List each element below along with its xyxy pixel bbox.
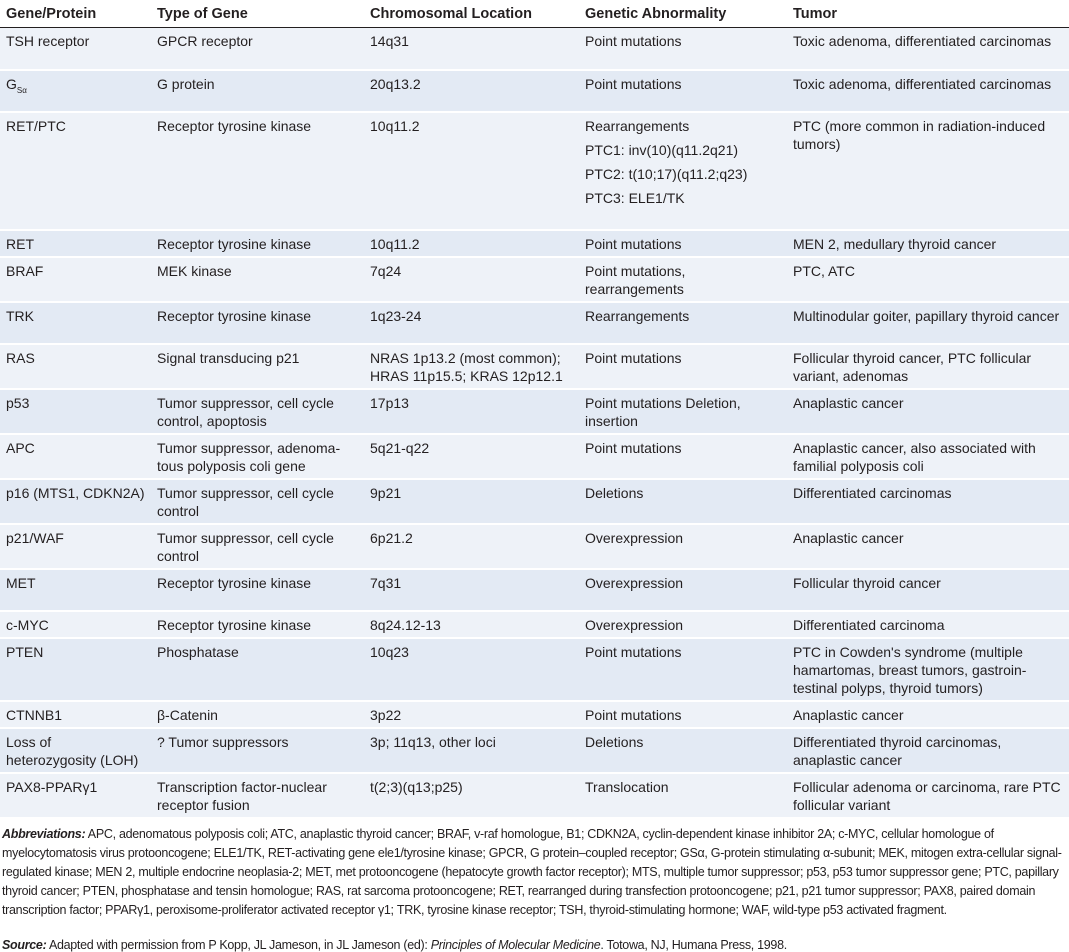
- cell-gene: [0, 344, 151, 389]
- cell-abnormality-text: Overexpression: [585, 529, 684, 546]
- cell-abnormality: [579, 344, 787, 389]
- cell-tumor-text: Follicular thyroid cancer: [793, 574, 941, 591]
- cell-type-text: ? Tumor suppressors: [157, 733, 289, 750]
- cell-location-text: NRAS 1p13.2 (most common); HRAS 11p15.5; KRAS 12p12.1: [370, 349, 563, 384]
- rearrangement-subtype: PTC1: inv(10)(q11.2q21): [585, 141, 739, 158]
- cell-location: [364, 701, 579, 728]
- cell-gene: [0, 701, 151, 728]
- cell-location-text: 10q23: [370, 643, 409, 660]
- cell-abnormality-text: Point mutations: [585, 643, 682, 660]
- cell-tumor-text: Anaplastic cancer, also associated with familial polyposis coli: [793, 439, 1036, 474]
- source-label: Source:: [2, 937, 47, 952]
- table-row: [0, 112, 1069, 230]
- table-row: [0, 524, 1069, 569]
- cell-type: [151, 479, 364, 524]
- cell-tumor: [787, 70, 1069, 112]
- cell-tumor-text: MEN 2, medullary thyroid cancer: [793, 235, 997, 252]
- table-row: [0, 569, 1069, 611]
- cell-location: [364, 569, 579, 611]
- cell-location: [364, 479, 579, 524]
- cell-abnormality: [579, 230, 787, 257]
- cell-type-text: Receptor tyrosine kinase: [157, 117, 312, 134]
- cell-type-text: Receptor tyrosine kinase: [157, 616, 312, 633]
- cell-type-text: Tumor suppressor, cell cycle control: [157, 484, 334, 519]
- cell-type-text: Transcription factor-nuclear receptor fusion: [157, 778, 327, 813]
- cell-abnormality: [579, 638, 787, 701]
- cell-abnormality: [579, 701, 787, 728]
- cell-gene-text: PAX8-PPARγ1: [6, 778, 98, 795]
- cell-location-text: t(2;3)(q13;p25): [370, 778, 463, 795]
- cell-type-text: Receptor tyrosine kinase: [157, 307, 312, 324]
- cell-type-text: G protein: [157, 75, 215, 92]
- cell-abnormality-text: Rearrangements: [585, 117, 690, 134]
- cell-tumor-text: Follicular adenoma or carcinoma, rare PTC follicular variant: [793, 778, 1061, 813]
- cell-abnormality-text: Point mutations: [585, 439, 682, 456]
- cell-gene: [0, 569, 151, 611]
- cell-location: [364, 638, 579, 701]
- table-row: [0, 389, 1069, 434]
- cell-tumor-text: Differentiated thyroid carcinomas, anaplastic cancer: [793, 733, 1002, 768]
- source-note: [0, 920, 1069, 952]
- cell-type-text: Signal transducing p21: [157, 349, 300, 366]
- cell-location: [364, 70, 579, 112]
- cell-type-text: MEK kinase: [157, 262, 232, 279]
- cell-abnormality-text: Point mutations Deletion, insertion: [585, 394, 741, 429]
- cell-location: [364, 302, 579, 344]
- rearrangement-subtype: PTC2: t(10;17)(q11.2;q23): [585, 165, 748, 182]
- cell-gene-text: G: [6, 75, 17, 92]
- cell-type-text: β-Catenin: [157, 706, 218, 723]
- cell-abnormality: [579, 434, 787, 479]
- table-row: [0, 773, 1069, 817]
- table-row: [0, 302, 1069, 344]
- table-row: [0, 728, 1069, 773]
- cell-location: [364, 434, 579, 479]
- rearrangement-subtype: PTC3: ELE1/TK: [585, 189, 685, 206]
- cell-tumor-text: Differentiated carcinomas: [793, 484, 952, 501]
- cell-tumor: [787, 638, 1069, 701]
- gene-subscript: Sα: [16, 85, 27, 95]
- cell-type-text: Receptor tyrosine kinase: [157, 235, 312, 252]
- cell-tumor: [787, 773, 1069, 817]
- cell-gene: [0, 773, 151, 817]
- header-location: Chromosomal Location: [364, 0, 579, 28]
- cell-gene: [0, 230, 151, 257]
- cell-location-text: 6p21.2: [370, 529, 413, 546]
- cell-abnormality: [579, 257, 787, 302]
- cell-location: [364, 389, 579, 434]
- cell-gene: [0, 728, 151, 773]
- cell-gene: [0, 434, 151, 479]
- cell-location-text: 1q23-24: [370, 307, 422, 324]
- cell-location: [364, 728, 579, 773]
- cell-abnormality: [579, 302, 787, 344]
- cell-type: [151, 569, 364, 611]
- cell-tumor-text: Follicular thyroid cancer, PTC follicular variant, adenomas: [793, 349, 1032, 384]
- cell-gene-text: APC: [6, 439, 35, 456]
- cell-location: [364, 773, 579, 817]
- cell-abnormality-text: Point mutations: [585, 349, 682, 366]
- cell-location: [364, 28, 579, 70]
- cell-abnormality: [579, 112, 787, 230]
- cell-tumor: [787, 389, 1069, 434]
- cell-abnormality-text: Translocation: [585, 778, 669, 795]
- cell-location-text: 10q11.2: [370, 235, 420, 252]
- cell-tumor: [787, 112, 1069, 230]
- cell-abnormality-text: Point mutations: [585, 235, 682, 252]
- cell-type: [151, 389, 364, 434]
- cell-abnormality: [579, 389, 787, 434]
- cell-tumor-text: PTC, ATC: [793, 262, 855, 279]
- cell-type-text: Tumor suppressor, adenoma-tous polyposis coli gene: [157, 439, 341, 474]
- header-tumor: Tumor: [787, 0, 1069, 28]
- cell-abnormality-text: Point mutations: [585, 33, 682, 49]
- cell-gene: [0, 389, 151, 434]
- cell-location: [364, 344, 579, 389]
- cell-gene-text: BRAF: [6, 262, 44, 279]
- cell-tumor-text: Multinodular goiter, papillary thyroid cancer: [793, 307, 1060, 324]
- cell-abnormality-text: Deletions: [585, 733, 644, 750]
- cell-abnormality-text: Point mutations: [585, 706, 682, 723]
- cell-tumor: [787, 611, 1069, 638]
- cell-location-text: 9p21: [370, 484, 402, 501]
- cell-gene-text: MET: [6, 574, 36, 591]
- cell-location: [364, 524, 579, 569]
- cell-tumor-text: Toxic adenoma, differentiated carcinomas: [793, 75, 1052, 92]
- cell-type: [151, 70, 364, 112]
- cell-abnormality-text: Point mutations, rearrangements: [585, 262, 686, 297]
- source-publisher: . Totowa, NJ, Humana Press, 1998.: [600, 937, 787, 952]
- cell-type-text: Tumor suppressor, cell cycle control, apoptosis: [157, 394, 334, 429]
- cell-gene: [0, 112, 151, 230]
- table-row: [0, 434, 1069, 479]
- cell-type: [151, 112, 364, 230]
- cell-gene-text: RET/PTC: [6, 117, 66, 134]
- cell-type-text: Phosphatase: [157, 643, 239, 660]
- cell-tumor: [787, 434, 1069, 479]
- cell-abnormality: [579, 479, 787, 524]
- cell-gene: [0, 257, 151, 302]
- table-row: [0, 479, 1069, 524]
- cell-gene-text: TSH receptor: [6, 33, 90, 49]
- cell-location-text: 3p; 11q13, other loci: [370, 733, 496, 750]
- table-row: [0, 611, 1069, 638]
- cell-location-text: 5q21-q22: [370, 439, 430, 456]
- cell-type: [151, 638, 364, 701]
- cell-abnormality: [579, 70, 787, 112]
- cell-type: [151, 230, 364, 257]
- cell-location-text: 8q24.12-13: [370, 616, 441, 633]
- source-text: Adapted with permission from P Kopp, JL Jameson, in JL Jameson (ed):: [48, 937, 431, 952]
- table-row: [0, 230, 1069, 257]
- cell-location-text: 7q31: [370, 574, 402, 591]
- table-row: [0, 257, 1069, 302]
- cell-abnormality-text: Point mutations: [585, 75, 682, 92]
- header-type: Type of Gene: [151, 0, 364, 28]
- cell-type-text: Tumor suppressor, cell cycle control: [157, 529, 334, 564]
- cell-tumor-text: Anaplastic cancer: [793, 706, 904, 723]
- cell-gene-text: c-MYC: [6, 616, 49, 633]
- cell-abnormality-text: Overexpression: [585, 616, 684, 633]
- cell-abnormality-text: Overexpression: [585, 574, 684, 591]
- cell-location: [364, 112, 579, 230]
- cell-tumor-text: Anaplastic cancer: [793, 394, 904, 411]
- cell-gene: [0, 479, 151, 524]
- cell-tumor: [787, 344, 1069, 389]
- table-row: [0, 344, 1069, 389]
- cell-location: [364, 257, 579, 302]
- table-row: [0, 70, 1069, 112]
- header-abnormality: Genetic Abnormality: [579, 0, 787, 28]
- cell-abnormality-text: Rearrangements: [585, 307, 690, 324]
- cell-abnormality-text: Deletions: [585, 484, 644, 501]
- abbreviations-text: APC, adenomatous polyposis coli; ATC, anaplastic thyroid cancer; BRAF, v-raf homologue, B1; CDKN2A, cyclin-dependent kinase inhibitor 2A; c-MYC, cellular homologue of myelocytomatosis virus protooncogene; ELE1/TK, RET-activating gene ele1/tyrosine kinase; GPCR, G protein–coupled receptor; GSα, G-protein stimulating α-subunit; MEK, mitogen extra-cellular signal-regulated kinase; MEN 2, multiple endocrine neoplasia-2; MET, met protooncogene (hepatocyte growth factor receptor); MTS, multiple tumor suppressor; p53, p53 tumor suppressor gene; PTC, papillary thyroid cancer; PTEN, phosphatase and tensin homologue; RAS, rat sarcoma protooncogene; RET, rearranged during transfection protooncogene; p21, p21 tumor suppressor; PAX8, paired domain transcription factor; PPARγ1, peroxisome-proliferator activated receptor γ1; TRK, tyrosine kinase receptor; TSH, thyroid-stimulating hormone; WAF, wild-type p53 activated fragment.: [2, 826, 1062, 917]
- cell-gene-text: PTEN: [6, 643, 44, 660]
- cell-tumor-text: PTC (more common in radiation-induced tumors): [793, 117, 1046, 152]
- cell-location-text: 20q13.2: [370, 75, 421, 92]
- cell-type-text: Receptor tyrosine kinase: [157, 574, 312, 591]
- cell-type: [151, 28, 364, 70]
- cell-gene: [0, 28, 151, 70]
- table-row: [0, 638, 1069, 701]
- cell-type: [151, 434, 364, 479]
- cell-type: [151, 344, 364, 389]
- cell-tumor: [787, 302, 1069, 344]
- cell-gene-text: Loss of heterozygosity (LOH): [6, 733, 139, 768]
- source-book-title: Principles of Molecular Medicine: [430, 937, 601, 952]
- cell-type: [151, 524, 364, 569]
- cell-location: [364, 611, 579, 638]
- cell-location-text: 10q11.2: [370, 117, 420, 134]
- cell-tumor: [787, 28, 1069, 70]
- cell-tumor: [787, 479, 1069, 524]
- cell-tumor: [787, 728, 1069, 773]
- cell-abnormality: [579, 773, 787, 817]
- cell-location-text: 7q24: [370, 262, 402, 279]
- cell-gene-text: CTNNB1: [6, 706, 63, 723]
- header-gene: Gene/Protein: [0, 0, 151, 28]
- cell-abnormality: [579, 728, 787, 773]
- cell-tumor: [787, 230, 1069, 257]
- cell-tumor-text: Toxic adenoma, differentiated carcinomas: [793, 33, 1052, 49]
- cell-gene: [0, 611, 151, 638]
- table-row: [0, 28, 1069, 70]
- cell-type: [151, 257, 364, 302]
- cell-gene: [0, 638, 151, 701]
- cell-gene-text: RET: [6, 235, 34, 252]
- cell-tumor-text: PTC in Cowden's syndrome (multiple hamartomas, breast tumors, gastroin-testinal polyps, thyroid tumors): [793, 643, 1027, 696]
- cell-tumor: [787, 569, 1069, 611]
- table-row: [0, 701, 1069, 728]
- cell-location-text: 14q31: [370, 33, 409, 49]
- cell-type: [151, 773, 364, 817]
- cell-gene: [0, 70, 151, 112]
- cell-tumor-text: Differentiated carcinoma: [793, 616, 945, 633]
- cell-tumor: [787, 701, 1069, 728]
- abbreviations-label: Abbreviations:: [2, 826, 86, 841]
- cell-abnormality: [579, 524, 787, 569]
- cell-gene: [0, 302, 151, 344]
- cell-type: [151, 701, 364, 728]
- cell-gene-text: RAS: [6, 349, 35, 366]
- cell-gene-text: TRK: [6, 307, 34, 324]
- cell-gene-text: p16 (MTS1, CDKN2A): [6, 484, 145, 501]
- cell-gene-text: p21/WAF: [6, 529, 64, 546]
- cell-tumor: [787, 524, 1069, 569]
- abbreviations-note: [0, 817, 1069, 920]
- header-row: [0, 0, 1069, 28]
- cell-abnormality: [579, 569, 787, 611]
- cell-type: [151, 302, 364, 344]
- cell-tumor-text: Anaplastic cancer: [793, 529, 904, 546]
- cell-location-text: 17p13: [370, 394, 409, 411]
- cell-location-text: 3p22: [370, 706, 402, 723]
- cell-gene: [0, 524, 151, 569]
- cell-abnormality: [579, 611, 787, 638]
- cell-tumor: [787, 257, 1069, 302]
- cell-gene-text: p53: [6, 394, 30, 411]
- cell-type-text: GPCR receptor: [157, 33, 253, 49]
- cell-type: [151, 728, 364, 773]
- cell-type: [151, 611, 364, 638]
- cell-location: [364, 230, 579, 257]
- cell-abnormality: [579, 28, 787, 70]
